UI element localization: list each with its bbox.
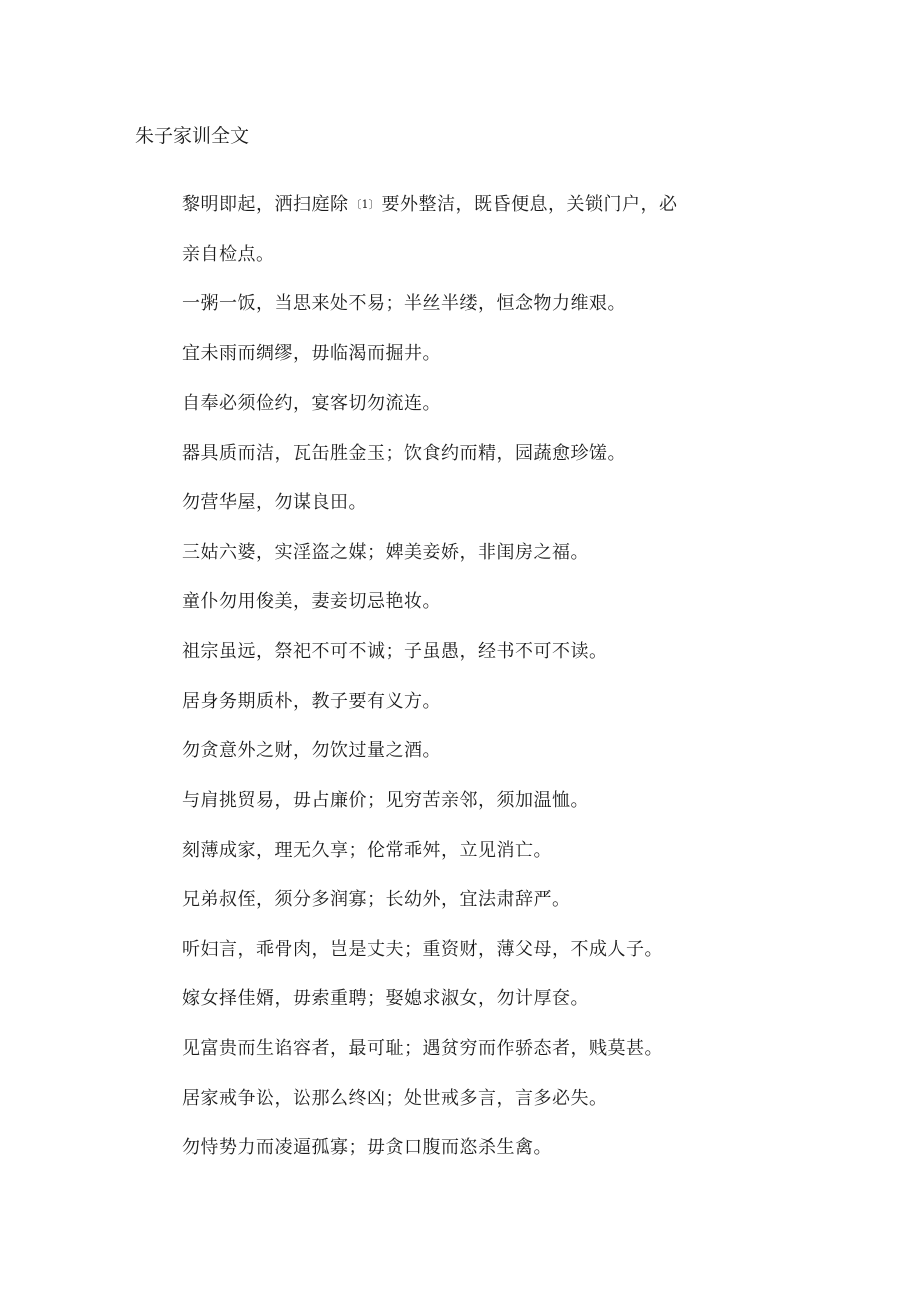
text-line-6: 器具质而洁，瓦缶胜金玉；饮食约而精，园蔬愈珍馐。 — [182, 443, 626, 464]
text-line-14: 刻薄成家，理无久享；伦常乖舛，立见消亡。 — [182, 840, 552, 861]
text-line-1 — [182, 192, 678, 218]
text-line-17: 嫁女择佳婿，毋索重聘；娶媳求淑女，勿计厚奁。 — [182, 988, 589, 1009]
text-line-4: 宜未雨而绸缪，毋临渴而掘井。 — [182, 343, 441, 364]
text-line-19: 居家戒争讼，讼那么终凶；处世戒多言，言多必失。 — [182, 1088, 608, 1109]
text-line-8: 三姑六婆，实淫盗之媒；婢美妾娇，非闺房之福。 — [182, 542, 589, 563]
text-line-20: 勿恃势力而凌逼孤寡；毋贪口腹而恣杀生禽。 — [182, 1137, 552, 1158]
text-line-15: 兄弟叔侄，须分多润寡；长幼外，宜法肃辞严。 — [182, 889, 571, 910]
text-line-16: 听妇言，乖骨肉，岂是丈夫；重资财，薄父母，不成人子。 — [182, 939, 663, 960]
text-line-5: 自奉必须俭约，宴客切勿流连。 — [182, 393, 441, 414]
text-line-11: 居身务期质朴，教子要有义方。 — [182, 691, 441, 712]
text-line-13: 与肩挑贸易，毋占廉价；见穷苦亲邻，须加温恤。 — [182, 790, 589, 811]
text-line-9: 童仆勿用俊美，妻妾切忌艳妆。 — [182, 591, 441, 612]
document-title: 朱子家训全文 — [135, 125, 250, 147]
text-line-12: 勿贪意外之财，勿饮过量之酒。 — [182, 740, 441, 761]
text-line-2: 亲自检点。 — [182, 244, 275, 265]
text-line-1-end: 要外整洁，既昏便息，关锁门户，必 — [381, 194, 678, 215]
text-line-1-start: 黎明即起，洒扫庭除 — [182, 194, 349, 215]
text-line-18: 见富贵而生谄容者，最可耻；遇贫穷而作骄态者，贱莫甚。 — [182, 1038, 663, 1059]
text-line-10: 祖宗虽远，祭祀不可不诚；子虽愚，经书不可不读。 — [182, 641, 608, 662]
text-line-7: 勿营华屋，勿谋良田。 — [182, 492, 367, 513]
text-line-3: 一粥一饭，当思来处不易；半丝半缕，恒念物力维艰。 — [182, 293, 626, 314]
footnote-marker: 〔1〕 — [350, 198, 380, 211]
